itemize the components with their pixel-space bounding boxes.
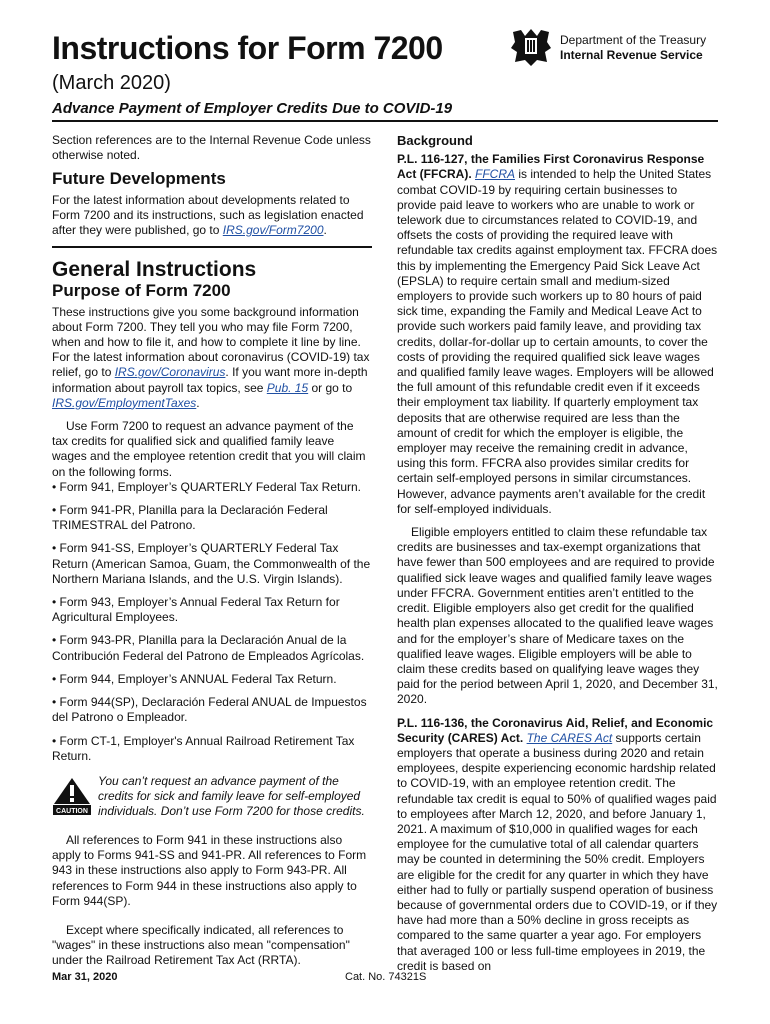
footer-date: Mar 31, 2020 [52,971,118,983]
coronavirus-link[interactable]: IRS.gov/Coronavirus [114,365,226,380]
irs-eagle-logo-icon [507,26,555,68]
irs-line: Internal Revenue Service [560,48,703,62]
eligible-employers-paragraph: Eligible employers entitled to claim these refundable tax credits are businesses and tax-exempt organizations that have fewer than 500 employees and are required to provide qualified sick leave wages and qualified family leave wages under FFCRA. Government entities aren’t entitled to the credit. Eligible employers also get credit for the qualified health plan expenses allocated to the qualified leave wages and for the employer’s share of Medicare taxes on the qualified leave wages. Eligible employers will be able to claim these credits based on qualifying leave wages they paid for the period between April 1, 2020, and December 31, 2020. [397,525,718,707]
purpose-text-d: . [196,395,200,410]
use-form-paragraph: Use Form 7200 to request an advance payment of the tax credits for qualified sick and qualified family leave wages and the employee retention credit that you will claim on the following forms. [52,419,366,479]
caution-box [52,774,372,819]
section-rule [52,246,372,248]
right-column [397,133,718,982]
list-item: • Form 944(SP), Declaración Federal ANUAL de Impuestos del Patrono o Empleador. [52,695,372,725]
pub15-link[interactable]: Pub. 15 [266,380,309,395]
purpose-heading: Purpose of Form 7200 [52,281,231,301]
purpose-text-a: These instructions give you some background information about Form 7200. They tell you who may file Form 7200, when and how to file it, and how to complete it line by line. For the latest information about coronavirus (COVID-19) tax relief, go to [52,304,370,380]
list-item: • Form 943-PR, Planilla para la Declaración Anual de la Contribución Federal del Patrono de Empleados Agrícolas. [52,633,372,663]
revision-date: (March 2020) [52,72,171,94]
future-developments-heading: Future Developments [52,169,226,189]
cares-act-link[interactable]: The CARES Act [526,730,613,745]
caution-text: You can’t request an advance payment of the credits for sick and family leave for self-employed individuals. Don’t use Form 7200 for those credits. [98,773,365,818]
list-item: • Form 943, Employer’s Annual Federal Tax Return for Agricultural Employees. [52,595,372,625]
wages-paragraph: Except where specifically indicated, all references to "wages" in these instructions also mean "compensation" under the Railroad Retirement Tax Act (RRTA). [52,922,350,968]
cares-paragraph [397,716,718,974]
list-item: • Form 941-SS, Employer’s QUARTERLY Federal Tax Return (American Samoa, Guam, the Commonwealth of the Northern Mariana Islands, and the U.S. Virgin Islands). [52,541,372,587]
caution-label: CAUTION [56,807,88,815]
page-title: Instructions for Form 7200 [52,30,443,66]
intro-text: Section references are to the Internal Revenue Code unless otherwise noted. [52,133,371,163]
header-rule [52,120,718,122]
page-subtitle: Advance Payment of Employer Credits Due to COVID-19 [52,100,453,117]
list-item: • Form CT-1, Employer's Annual Railroad Retirement Tax Return. [52,734,372,764]
ffcra-text: is intended to help the United States combat COVID-19 by requiring certain businesses to provide paid leave to workers who are unable to work or telework due to circumstances related to COVID-19, and offsets the costs of providing the required leave with refundable tax credits against employment tax. FFCRA does this by implementing the Emergency Paid Sick Leave Act (EPSLA) to require certain small and medium-sized employers to provide such workers up to 80 hours of paid sick time, expanding the Family and Medical Leave Act to provide such workers paid family leave, and providing tax credits, dollar-for-dollar up to certain amounts, to cover the costs of providing the required qualified sick leave wages and qualified family leave wages. Employers will be allowed the full amount of this refundable credit even if it exceeds their employment tax liability. If quarterly employment tax deposits that are otherwise required are less than the amount of credit for which the employer is eligible, the employer may receive the remaining credit in advance, using this form. FFCRA also provides similar credits for certain self-employed persons in similar circumstances. However, advance payments aren’t available for the credit for self-employed individuals. [397,167,718,516]
ffcra-link[interactable]: FFCRA [475,167,515,182]
purpose-text-b: . If you want more in-depth information about payroll tax topics, see [52,365,368,395]
agency-name [560,33,706,63]
future-text: For the latest information about developments related to Form 7200 and its instructions, such as legislation enacted after they were published, go to [52,192,364,238]
left-column [52,133,372,977]
background-heading: Background [397,133,473,148]
list-item: • Form 941-PR, Planilla para la Declaración Federal TRIMESTRAL del Patrono. [52,503,372,533]
catalog-number: Cat. No. 74321S [345,971,427,983]
purpose-text-c: or go to [308,380,353,395]
list-item: • Form 944, Employer’s ANNUAL Federal Tax Return. [52,672,372,687]
ffcra-title: P.L. 116-127, the Families First Coronavirus Response Act (FFCRA). [397,152,705,182]
purpose-paragraph [52,305,372,411]
form7200-link[interactable]: IRS.gov/Form7200 [222,223,324,238]
future-developments-text [52,193,372,239]
dept-line: Department of the Treasury [560,33,707,47]
cares-text: supports certain employers that operate a business during 2020 and retain employees, despite experiencing economic hardship related to COVID-19, with an employee retention credit. The refundable tax credit is equal to 50% of qualified wages paid to employees after March 12, 2020, and before January 1, 2021. A maximum of $10,000 in qualified wages for each employee for the cumulative total of all calendar quarters may be counted in determining the 50% credit. Employers are eligible for the credit for any quarter in which they have either had to fully or partially suspend operation of business because of governmental orders due to COVID-19, or if they have had more than a 50% decline in gross receipts as compared to the same quarter a year ago. For employers that averaged 100 or less full-time employees in 2019, the credit is based on [397,730,718,973]
ffcra-paragraph [397,152,718,517]
employment-taxes-link[interactable]: IRS.gov/EmploymentTaxes [52,395,197,410]
caution-icon [52,776,92,816]
cares-title: P.L. 116-136, the Coronavirus Aid, Relief, and Economic Security (CARES) Act. [397,715,714,745]
references-paragraph: All references to Form 941 in these instructions also apply to Forms 941-SS and 941-PR. All references to Form 943 in these instructions also apply to Form 943-PR. All references to Form 944 in these instructions also apply to Form 944(SP). [52,832,367,908]
general-instructions-heading: General Instructions [52,258,257,282]
future-end: . [323,223,327,238]
list-item: • Form 941, Employer’s QUARTERLY Federal Tax Return. [52,480,372,495]
forms-list [52,480,372,764]
